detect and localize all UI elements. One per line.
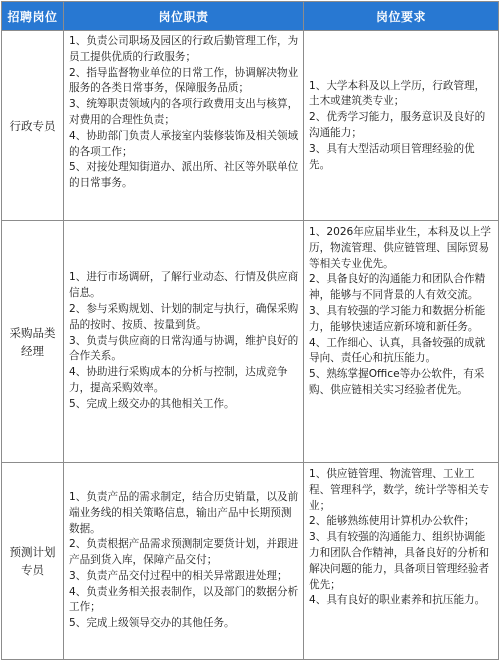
requirements-cell (304, 221, 499, 463)
duty-item: 2、参与采购规划、计划的制定与执行，确保采购品的按时、按质、按量到货。 (69, 303, 299, 331)
requirement-item: 5、熟练掌握Office等办公软件，有采购、供应链相关实习经验者优先。 (309, 368, 485, 396)
requirement-item: 2、能够熟练使用计算机办公软件； (309, 515, 475, 528)
position-cell (2, 31, 64, 221)
position-name-line: 采购品类 (9, 325, 56, 340)
requirements-cell (304, 31, 499, 221)
requirement-item: 3、具有较强的学习能力和数据分析能力，能够快速适应新环境和新任务。 (309, 304, 486, 333)
requirement-item: 1、2026年应届毕业生，本科及以上学历，物流管理、供应链管理、国际贸易等相关专业优先。 (309, 226, 492, 270)
position-name-line: 经理 (21, 343, 44, 358)
duty-item: 5、对接处理知街道办、派出所、社区等外联单位的日常事务。 (69, 161, 299, 190)
requirement-item: 1、供应链管理、物流管理、工业工程、管理科学，数学，统计学等相关专业； (309, 468, 490, 512)
duty-item: 3、统筹职责领域内的各项行政费用支出与核算，对费用的合理性负责； (69, 98, 299, 126)
requirement-item: 2、具备良好的沟通能力和团队合作精神，能够与不同背景的人有效交流。 (309, 273, 486, 302)
duty-item: 2、负责根据产品需求预测制定要货计划，并跟进产品到货入库，保障产品交付； (69, 538, 299, 567)
header-position: 招聘岗位 (2, 2, 64, 31)
requirements-cell (304, 463, 499, 660)
duty-item: 5、完成上级交办的其他相关工作。 (69, 397, 235, 410)
requirement-item: 3、具有大型活动项目管理经验的优先。 (309, 142, 475, 171)
table-row (2, 221, 499, 463)
header-requirements: 岗位要求 (304, 2, 499, 31)
duties-cell (64, 463, 304, 660)
duties-cell (64, 221, 304, 463)
position-cell (2, 221, 64, 463)
job-table (1, 1, 499, 660)
job-table-container (1, 1, 498, 658)
duty-item: 5、完成上级领导交办的其他任务。 (69, 617, 235, 630)
header-duties: 岗位职责 (64, 2, 304, 31)
table-header-row (2, 2, 499, 31)
requirement-item: 4、具有良好的职业素养和抗压能力。 (309, 594, 486, 607)
position-name-line: 预测计划 (9, 545, 56, 559)
duty-item: 3、负责与供应商的日常沟通与协调，维护良好的合作关系。 (69, 334, 299, 363)
duty-item: 1、负责产品的需求制定，结合历史销量，以及前端业务线的相关策略信息，输出产品中长期预测数据。 (69, 490, 299, 535)
table-row (2, 463, 499, 660)
table-row (2, 31, 499, 221)
duty-item: 2、指导监督物业单位的日常工作，协调解决物业服务的各类日常事务，保障服务品质； (69, 66, 299, 95)
position-name: 行政专员 (9, 118, 56, 133)
position-cell (2, 463, 64, 660)
position-name-line: 专员 (21, 563, 44, 577)
duty-item: 3、负责产品交付过程中的相关异常跟进处理； (69, 569, 288, 582)
requirement-item: 2、优秀学习能力，服务意识及良好的沟通能力； (309, 111, 486, 139)
duty-item: 4、协助部门负责人承接室内装修装饰及相关领域的各项工作； (69, 129, 299, 158)
duties-cell (64, 31, 304, 221)
duty-item: 4、协助进行采购成本的分析与控制，达成竞争力，提高采购效率。 (69, 366, 288, 394)
duty-item: 1、进行市场调研，了解行业动态、行情及供应商信息。 (69, 271, 299, 300)
requirement-item: 3、具有较强的沟通能力、组织协调能力和团队合作精神，具备良好的分析和解决问题的能力，具备项目管理经验者优先； (309, 531, 490, 591)
duty-item: 1、负责公司职场及园区的行政后勤管理工作，为员工提供优质的行政服务； (69, 35, 299, 63)
duty-item: 4、负责业务相关报表制作，以及部门的数据分析工作； (69, 585, 299, 614)
requirement-item: 1、大学本科及以上学历，行政管理，土木或建筑类专业； (309, 79, 486, 108)
requirement-item: 4、工作细心、认真，具备较强的成就导向、责任心和抗压能力。 (309, 336, 486, 365)
